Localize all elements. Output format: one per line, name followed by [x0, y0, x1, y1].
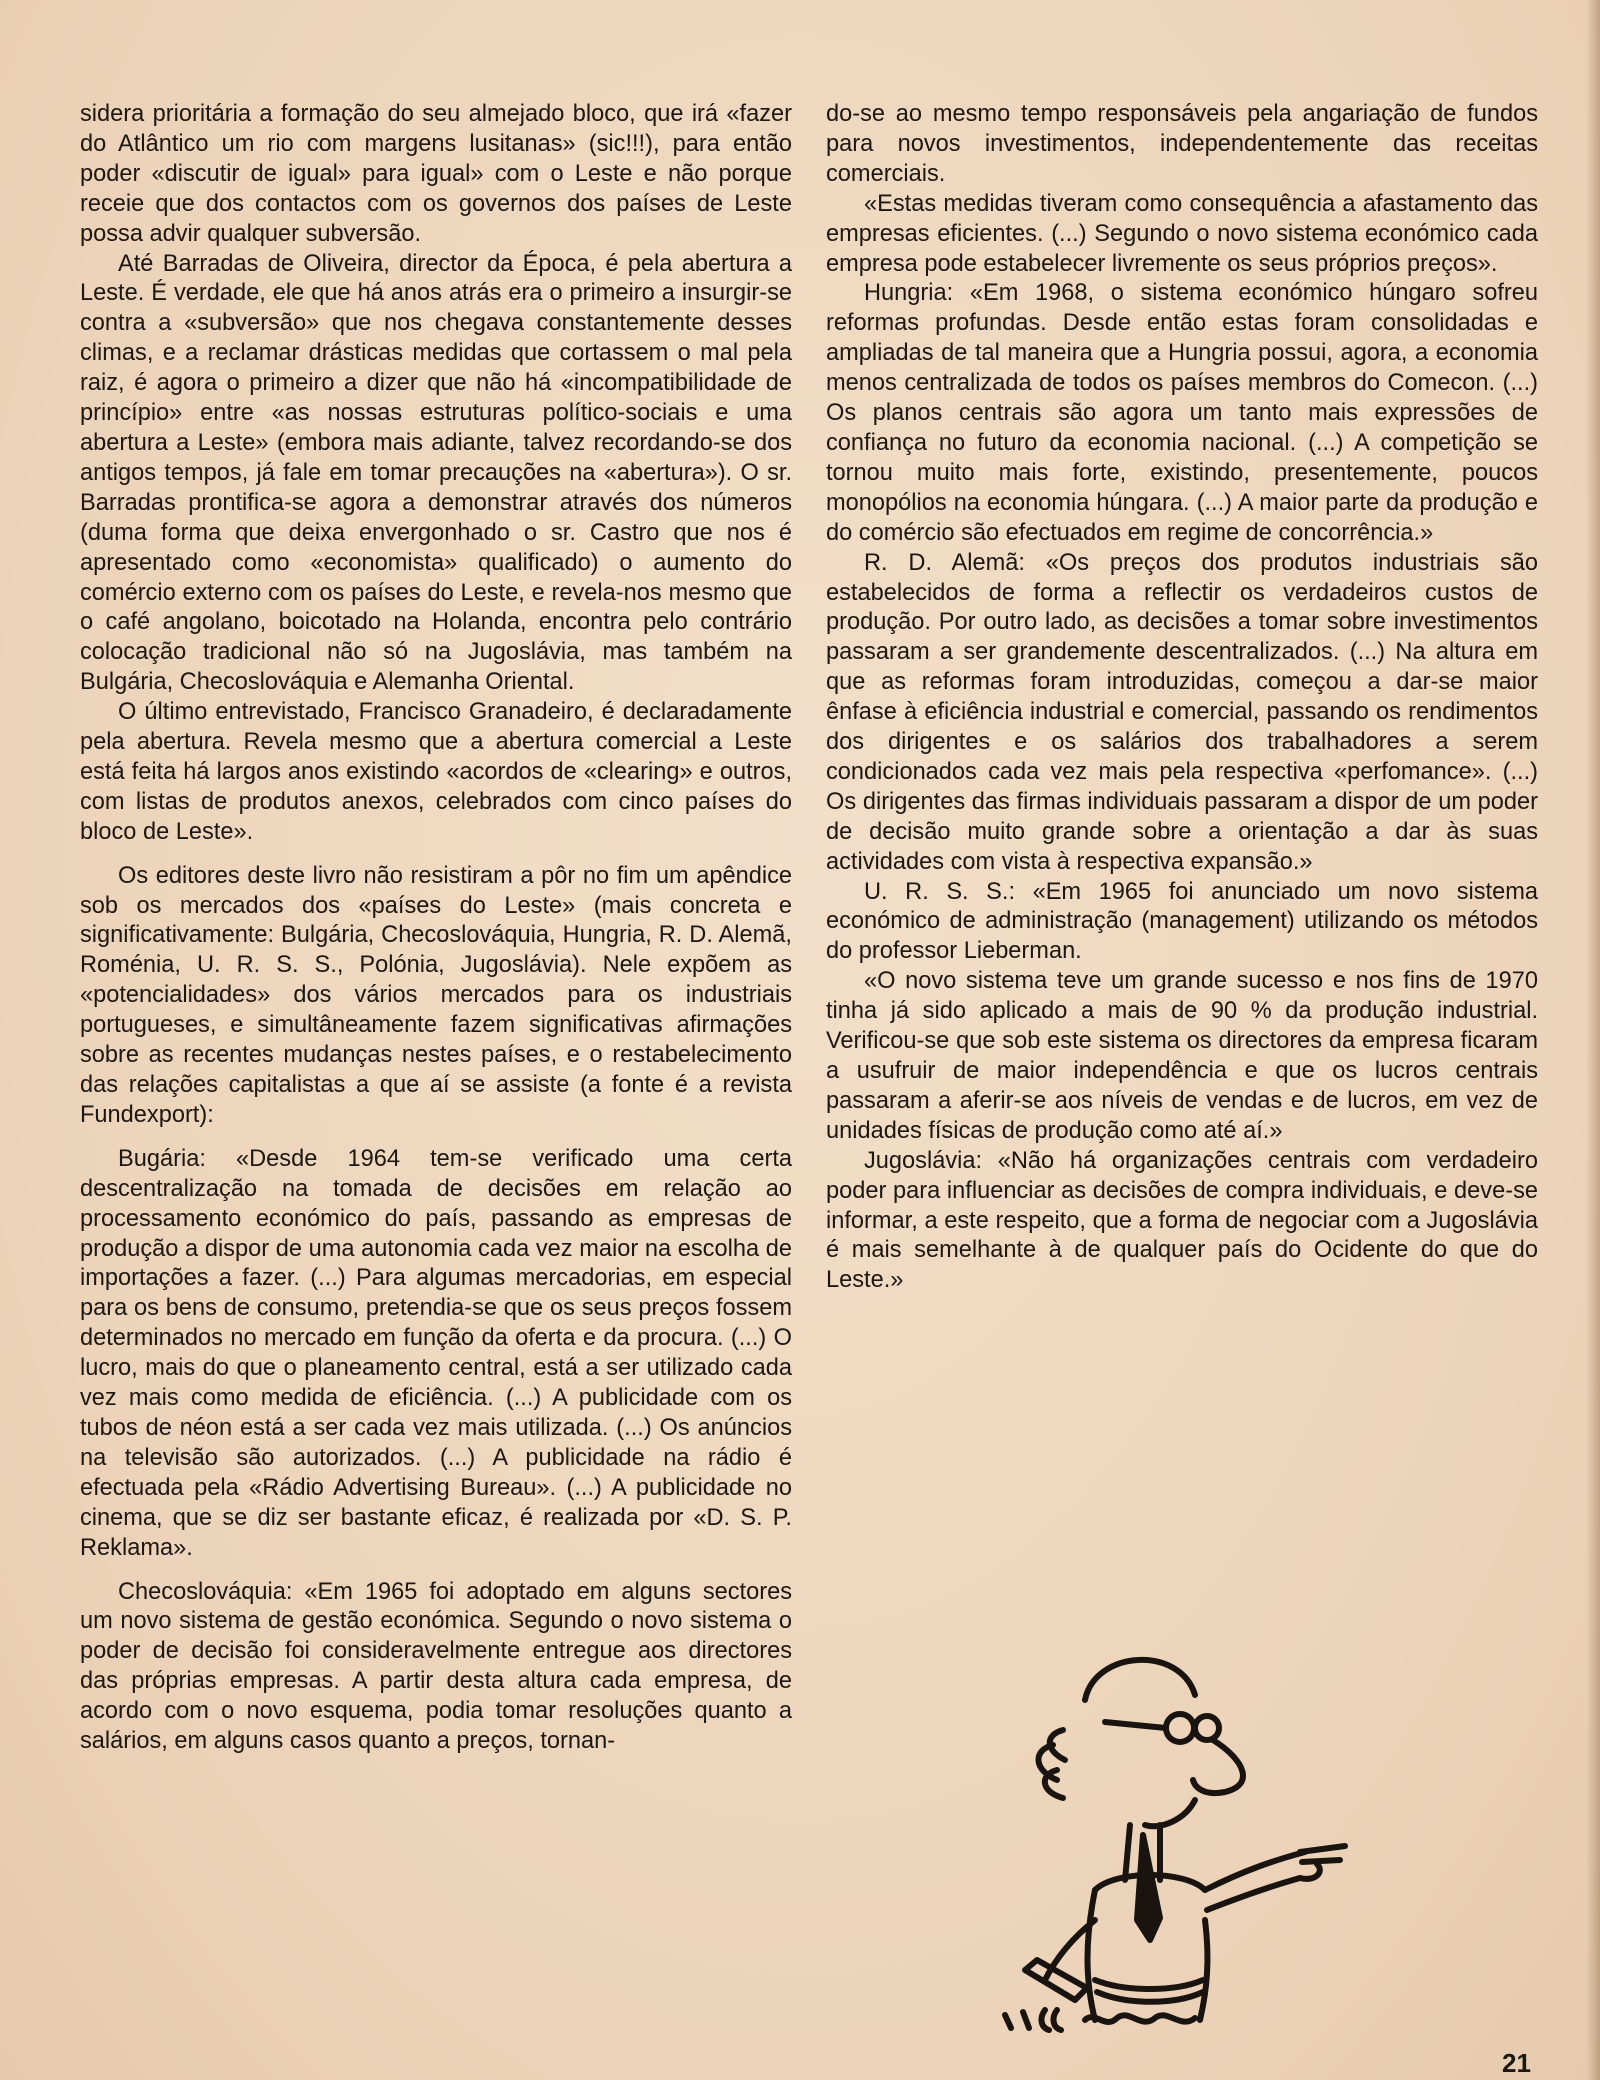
paragraph: Checoslováquia: «Em 1965 foi adoptado em alguns sectores um novo sistema de gestão económica. Segundo o novo sistema o poder de decisão foi consideravelmente entregue aos directores das próprias empresas. A partir desta altura cada empresa, de acordo com o novo esquema, podia tomar resoluções quanto a salários, em alguns casos quanto a preços, tornan- [80, 1578, 792, 1755]
paragraph: R. D. Alemã: «Os preços dos produtos industriais são estabelecidos de forma a reflectir os verdadeiros custos de produção. Por outro lado, as decisões a tomar sobre investimentos passaram a ser grandemente descentralizados. (...) Na altura em que as reformas foram introduzidas, começou a dar-se maior ênfase à eficiência industrial e comercial, passando os rendimentos dos dirigentes e os salários dos trabalhadores a serem condicionados cada vez mais pela respectiva «perfomance». (...) Os dirigentes das firmas individuais passaram a dispor de um poder de decisão muito grande sobre a orientação a dar às suas actividades com vista à respectiva expansão.» [826, 549, 1538, 875]
paragraph: «O novo sistema teve um grande sucesso e nos fins de 1970 tinha já sido aplicado a mais de 90 % da produção industrial. Verificou-se que sob este sistema os directores da empresa ficaram a usufruir de maior independência e que os lucros centrais passaram a aferir-se aos níveis de vendas e de lucros, em vez de unidades físicas de produção como até aí.» [826, 968, 1538, 1144]
paragraph: Os editores deste livro não resistiram a pôr no fim um apêndice sob os mercados dos «países do Leste» (mais concreta e significativamente: Bulgária, Checoslováquia, Hungria, R. D. Alemã, Roménia, U. R. S. S., Polónia, Jugoslávia). Nele expõem as «potencialidades» dos vários mercados para os industriais portugueses, e simultâneamente fazem significativas afirmações sobre as recentes mudanças nestes países, e o restabelecimento das relações capitalistas a que aí se assiste (a fonte é a revista Fundexport): [80, 862, 792, 1128]
paragraph: U. R. S. S.: «Em 1965 foi anunciado um novo sistema económico de administração (management) utilizando os métodos do professor Lieberman. [826, 878, 1538, 965]
paragraph: Bugária: «Desde 1964 tem-se verificado uma certa descentralização na tomada de decisões em relação ao processamento económico do país, passando as empresas de produção a dispor de uma autonomia cada vez maior na escolha de importações a fazer. (...) Para algumas mercadorias, em especial para os bens de consumo, pretendia-se que os seus preços fossem determinados no mercado em função da oferta e da procura. (...) O lucro, mais do que o planeamento central, está a ser utilizado cada vez mais como medida de eficiência. (...) A publicidade com os tubos de néon está a ser cada vez mais utilizada. (...) Os anúncios na televisão são autorizados. (...) A publicidade na rádio é efectuada pela «Rádio Advertising Bureau». (...) A publicidade no cinema, que se diz ser bastante eficaz, é realizada por «D. S. P. Reklama». [80, 1145, 792, 1561]
paragraph: Hungria: «Em 1968, o sistema económico húngaro sofreu reformas profundas. Desde então estas foram consolidadas e ampliadas de tal maneira que a Hungria possui, agora, a economia menos centralizada de todos os países membros do Comecon. (...) Os planos centrais são agora um tanto mais expressões de confiança no futuro da economia nacional. (...) A competição se tornou muito mais forte, existindo, presentemente, poucos monopólios na economia húngara. (...) A maior parte da produção e do comércio são efectuados em regime de concorrência.» [826, 280, 1538, 546]
pointing-man-cartoon-icon [945, 1620, 1365, 2040]
paragraph: Até Barradas de Oliveira, director da Época, é pela abertura a Leste. É verdade, ele que há anos atrás era o primeiro a insurgir-se contra a «subversão» que nos chegava constantemente desses climas, e a reclamar drásticas medidas que cortassem o mal pela raiz, é agora o primeiro a dizer que não há «incompatibilidade de princípio» entre «as nossas estruturas político-sociais e uma abertura a Leste» (embora mais adiante, talvez recordando-se dos antigos tempos, já fale em tomar precauções na «abertura»). O sr. Barradas prontifica-se agora a demonstrar através dos números (duma forma que deixa envergonhado o sr. Castro que nos é apresentado como «economista» qualificado) o aumento do comércio externo com os países do Leste, e revela-nos mesmo que o café angolano, boicotado na Holanda, encontra pelo contrário colocação tradicional não só na Jugoslávia, mas também na Bulgária, Checoslováquia e Alemanha Oriental. [80, 250, 792, 696]
paragraph: do-se ao mesmo tempo responsáveis pela angariação de fundos para novos investimentos, independentemente das receitas comerciais. [826, 101, 1538, 187]
right-column [826, 100, 1538, 1296]
paragraph: Jugoslávia: «Não há organizações centrais com verdadeiro poder para influenciar as decisões de compra individuais, e deve-se informar, a este respeito, que a forma de negociar com a Jugoslávia é mais semelhante à de qualquer país do Ocidente do que do Leste.» [826, 1147, 1538, 1294]
paragraph: sidera prioritária a formação do seu almejado bloco, que irá «fazer do Atlântico um rio com margens lusitanas» (sic!!!), para então poder «discutir de igual» para igual» com o Leste e não porque receie que dos contactos com os governos dos países de Leste possa advir qualquer subversão. [80, 101, 792, 247]
page-number: 21 [1502, 2048, 1531, 2078]
paragraph: «Estas medidas tiveram como consequência a afastamento das empresas eficientes. (...) Segundo o novo sistema económico cada empresa pode estabelecer livremente os seus próprios preços». [826, 190, 1538, 277]
left-column [80, 100, 792, 1757]
page-edge-shadow [1586, 0, 1600, 2080]
paragraph: O último entrevistado, Francisco Granadeiro, é declaradamente pela abertura. Revela mesmo que a abertura comercial a Leste está feita há largos anos existindo «acordos de «clearing» e outros, com listas de produtos anexos, celebrados com cinco países do bloco de Leste». [80, 699, 792, 845]
